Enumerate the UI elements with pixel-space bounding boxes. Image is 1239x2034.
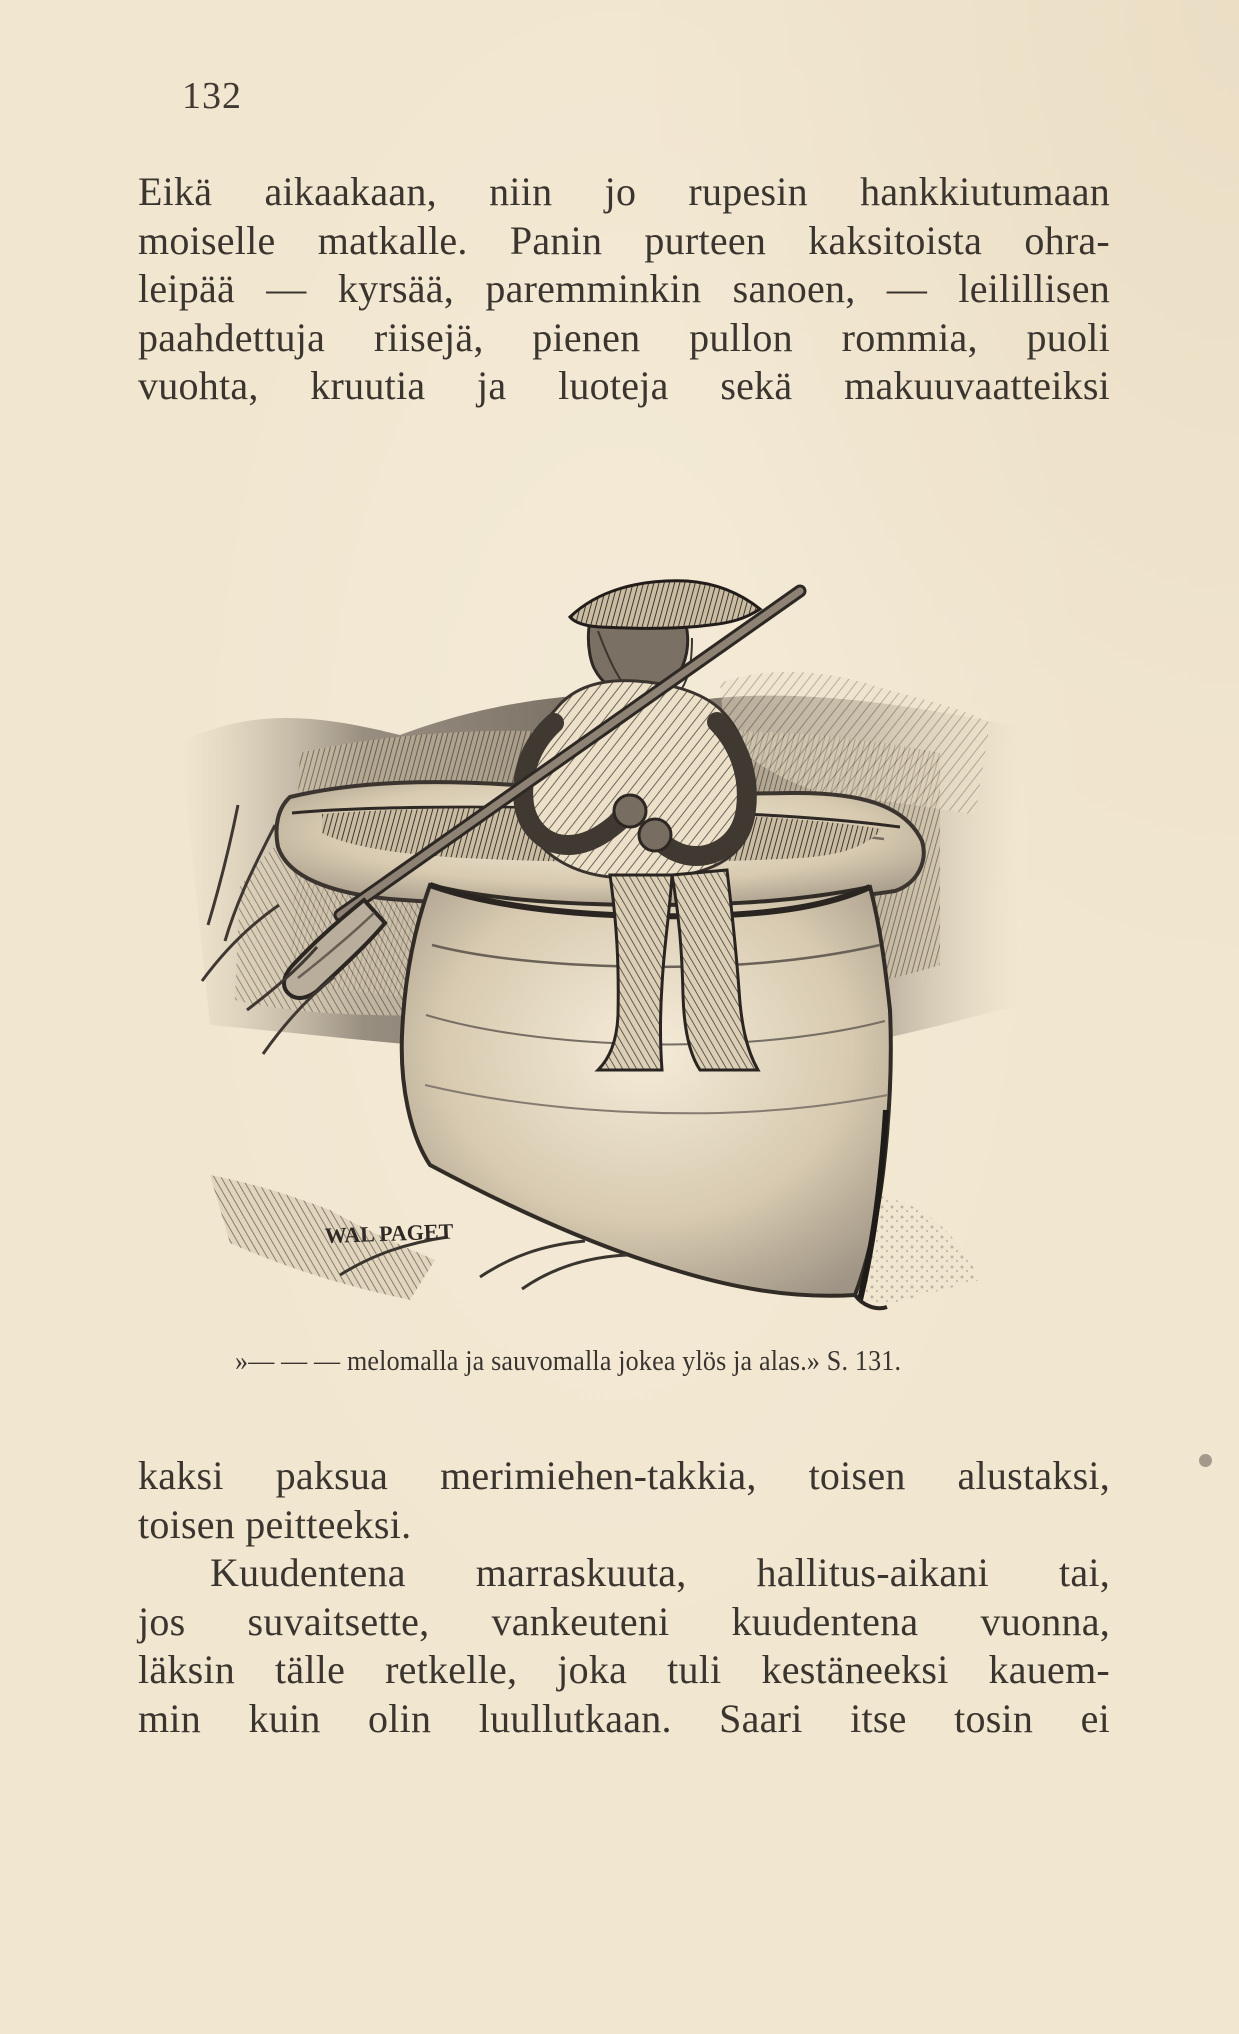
paragraph-top: [138, 168, 1110, 411]
text-line: Eikä aikaakaan, niin jo rupesin hankkiutumaan: [138, 169, 1110, 214]
page-number: 132: [182, 75, 242, 117]
caption-text: »— — — melomalla ja sauvomalla jokea ylös ja alas.» S. 131.: [235, 1346, 902, 1377]
svg-text:WAL PAGET: WAL PAGET: [324, 1218, 454, 1248]
text-line: jos suvaitsette, vankeuteni kuudentena vuonna,: [138, 1598, 1110, 1644]
text-line: vuohta, kruutia ja luoteja sekä makuuvaatteiksi: [138, 363, 1110, 408]
text-line: Kuudentena marraskuuta, hallitus-aikani tai,: [210, 1550, 1110, 1595]
text-line: kaksi paksua merimiehen-takkia, toisen alustaksi,: [138, 1453, 1110, 1498]
text-line: leipää — kyrsää, paremminkin sanoen, — leilillisen: [138, 266, 1110, 311]
canoe-illustration: [180, 495, 1020, 1320]
text-line: paahdettuja riisejä, pienen pullon rommia, puoli: [138, 314, 1110, 360]
ink-spot: [1199, 1454, 1212, 1467]
illustration-caption: [235, 1345, 1110, 1379]
text-line: toisen peitteeksi.: [138, 1501, 412, 1547]
artist-signature: [324, 1219, 454, 1248]
paragraph-bottom: [138, 1452, 1110, 1743]
text-line: min kuin olin luullutkaan. Saari itse tosin ei: [138, 1695, 1110, 1741]
text-line: läksin tälle retkelle, joka tuli kestäneeksi kauem-: [138, 1647, 1110, 1692]
text-line: moiselle matkalle. Panin purteen kaksitoista ohra-: [138, 217, 1110, 263]
